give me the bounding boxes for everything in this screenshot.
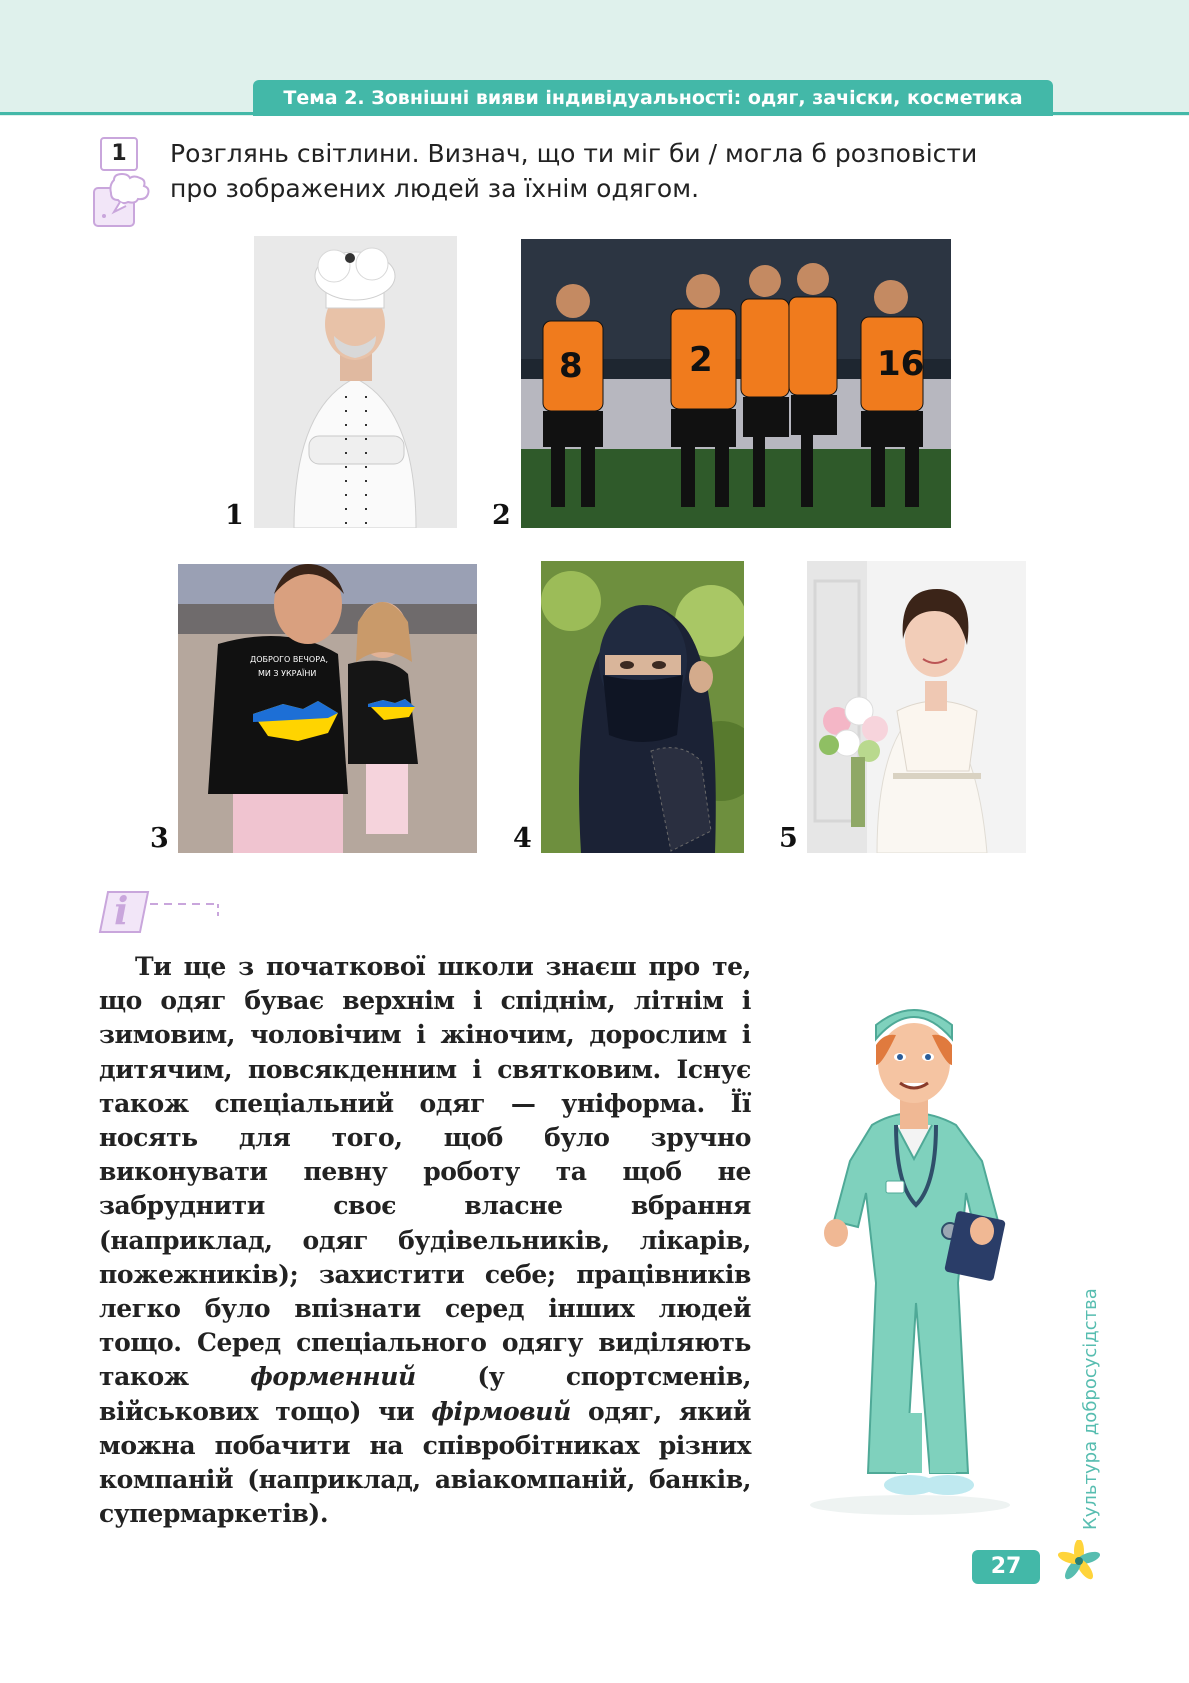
photo-number-1: 1: [225, 500, 244, 531]
term-uniform: форменний: [250, 1362, 416, 1392]
photo-number-3: 3: [150, 823, 169, 854]
svg-text:8: 8: [559, 346, 583, 386]
task-number: 1: [100, 137, 138, 171]
svg-text:16: 16: [877, 344, 925, 384]
info-text-part-2: (у спортсменів, військових тощо) чи: [99, 1362, 751, 1426]
photo-bride: [807, 561, 1026, 853]
photo-football-players: [521, 239, 951, 528]
photo-number-5: 5: [779, 823, 798, 854]
task-line-2: про зображених людей за їхнім одягом.: [170, 174, 700, 203]
topic-title: Тема 2. Зовнішні вияви індивідуальності: одяг, зачіски, косметика: [253, 80, 1053, 116]
shirt-text-2: МИ З УКРАЇНИ: [258, 669, 317, 678]
photo-number-4: 4: [513, 823, 532, 854]
svg-text:i: i: [114, 888, 129, 933]
info-text-part-1: Ти ще з початкової школи знаєш про те, що одяг буває верхнім і спіднім, літнім і зимовим, чоловічим і жіночим, дорослим і дитячим, повсякденним і святковим. Існує також спеціальний одяг — уніформа. Її носять для того, щоб було зручно виконувати певну роботу та щоб не забруднити своє власне вбрання (наприклад, одяг будівельників, лікарів, пожежників); захистити себе; працівників легко було впізнати серед інших людей тощо. Серед спеціального одягу виділяють також: [99, 952, 751, 1392]
task-line-1: Розглянь світлини. Визнач, що ти міг би / могла б розповісти: [170, 139, 978, 168]
term-corporate: фірмовий: [431, 1396, 571, 1426]
task-instruction: [170, 136, 1070, 206]
doctor-illustration: [800, 975, 1035, 1525]
photo-number-2: 2: [492, 500, 511, 531]
shirt-text-1: ДОБРОГО ВЕЧОРА,: [250, 655, 329, 664]
section-title-vertical: Культура добросусідства: [1080, 1288, 1101, 1530]
speech-bubble-icon: [92, 172, 160, 232]
photo-father-daughter: [178, 564, 477, 853]
page-number: 27: [972, 1550, 1040, 1584]
flower-icon: [1058, 1540, 1100, 1582]
photo-woman-niqab: [541, 561, 744, 853]
svg-text:2: 2: [689, 340, 713, 380]
info-icon: [96, 880, 236, 944]
photo-chef: [254, 236, 457, 528]
info-text-part-3: одяг, який можна побачити на співробітниках різних компаній (наприклад, авіакомпаній, банків, супермаркетів).: [99, 1396, 751, 1529]
info-text: [99, 950, 751, 1531]
